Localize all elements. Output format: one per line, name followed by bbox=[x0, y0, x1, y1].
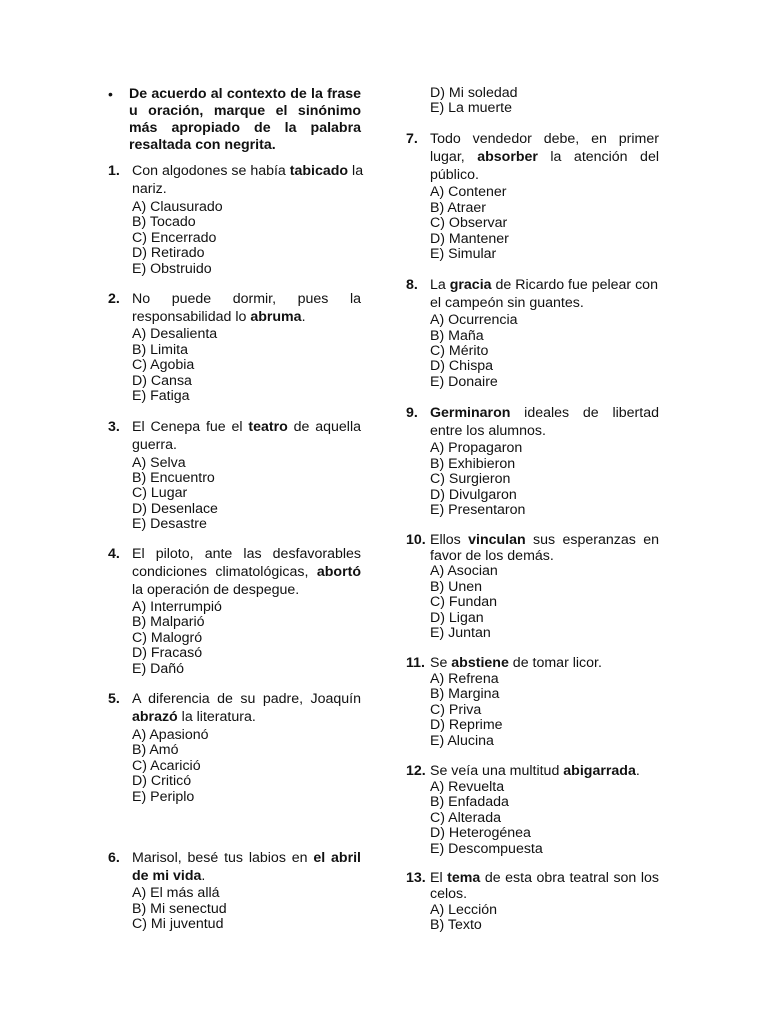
option: A) El más allá bbox=[132, 885, 220, 901]
option: C) Malogró bbox=[132, 630, 203, 646]
question-text: lugar, absorber la atención del bbox=[430, 149, 659, 165]
keyword: abigarrada bbox=[563, 763, 636, 779]
keyword: de mi vida bbox=[132, 868, 202, 884]
option: B) Encuentro bbox=[132, 470, 215, 486]
question-number: 8. bbox=[406, 277, 418, 293]
option: B) Malparió bbox=[132, 614, 205, 630]
question-text: abrazó la literatura. bbox=[132, 709, 256, 725]
option: C) Mi juventud bbox=[132, 916, 224, 932]
option: B) Enfadada bbox=[430, 794, 509, 810]
option: A) Refrena bbox=[430, 671, 499, 687]
option: C) Lugar bbox=[132, 485, 188, 501]
option: C) Acarició bbox=[132, 758, 201, 774]
keyword: vinculan bbox=[468, 532, 526, 548]
option: D) Fracasó bbox=[132, 645, 203, 661]
keyword: tema bbox=[447, 870, 481, 886]
question-text: El piloto, ante las desfavorables bbox=[132, 546, 361, 562]
question-text: nariz. bbox=[132, 181, 167, 197]
question-text: el campeón sin guantes. bbox=[430, 295, 584, 311]
question-number: 7. bbox=[406, 131, 418, 147]
option: B) Limita bbox=[132, 342, 188, 358]
keyword: el abril bbox=[313, 850, 361, 866]
question-text: El Cenepa fue el teatro de aquella bbox=[132, 419, 361, 435]
question-text: condiciones climatológicas, abortó bbox=[132, 564, 361, 580]
option: A) Revuelta bbox=[430, 779, 505, 795]
option: E) Juntan bbox=[430, 625, 491, 641]
option: C) Surgieron bbox=[430, 471, 511, 487]
question-text: La gracia de Ricardo fue pelear con bbox=[430, 277, 658, 293]
question-text: público. bbox=[430, 167, 479, 183]
question-text: de mi vida. bbox=[132, 868, 206, 884]
question-number: 11. bbox=[406, 655, 425, 671]
option: A) Ocurrencia bbox=[430, 312, 518, 328]
option: A) Clausurado bbox=[132, 199, 223, 215]
option: D) Divulgaron bbox=[430, 487, 517, 503]
option: E) Donaire bbox=[430, 374, 498, 390]
option: A) Contener bbox=[430, 184, 507, 200]
question-text: Ellos vinculan sus esperanzas en bbox=[430, 532, 659, 548]
question-text: Se abstiene de tomar licor. bbox=[430, 655, 602, 671]
option: C) Encerrado bbox=[132, 230, 217, 246]
option: B) Unen bbox=[430, 579, 483, 595]
option: A) Apasionó bbox=[132, 727, 209, 743]
option: A) Interrumpió bbox=[132, 599, 222, 615]
instructions-line: más apropiado de la palabra bbox=[129, 120, 361, 136]
question-number: 4. bbox=[108, 546, 120, 562]
option: E) Simular bbox=[430, 246, 497, 262]
keyword: Germinaron bbox=[430, 405, 511, 421]
option: C) Alterada bbox=[430, 810, 501, 826]
instructions-line: resaltada con negrita. bbox=[129, 137, 276, 153]
keyword: teatro bbox=[248, 419, 288, 435]
option: B) Texto bbox=[430, 917, 482, 933]
option: C) Observar bbox=[430, 215, 508, 231]
question-text: celos. bbox=[430, 886, 468, 902]
option: A) Lección bbox=[430, 902, 498, 918]
question-number: 9. bbox=[406, 405, 418, 421]
question-text: responsabilidad lo abruma. bbox=[132, 309, 306, 325]
question-text: No puede dormir, pues la bbox=[132, 291, 361, 307]
option: E) Obstruido bbox=[132, 261, 212, 277]
option: D) Heterogénea bbox=[430, 825, 531, 841]
option: B) Atraer bbox=[430, 200, 486, 216]
keyword: abrazó bbox=[132, 709, 178, 725]
option: D) Ligan bbox=[430, 610, 484, 626]
keyword: abstiene bbox=[451, 655, 509, 671]
option: E) Desastre bbox=[132, 516, 207, 532]
option: B) Mi senectud bbox=[132, 901, 227, 917]
option: D) Desenlace bbox=[132, 501, 218, 517]
option: D) Retirado bbox=[132, 245, 205, 261]
option: C) Mérito bbox=[430, 343, 489, 359]
bullet: • bbox=[108, 86, 113, 102]
option: D) Mi soledad bbox=[430, 85, 518, 101]
question-number: 12. bbox=[406, 763, 426, 779]
question-text: la operación de despegue. bbox=[132, 582, 300, 598]
question-text: Germinaron ideales de libertad bbox=[430, 405, 659, 421]
instructions-line: u oración, marque el sinónimo bbox=[129, 103, 361, 119]
question-number: 5. bbox=[108, 691, 120, 707]
question-text: favor de los demás. bbox=[430, 548, 554, 564]
option: C) Priva bbox=[430, 702, 482, 718]
option: E) La muerte bbox=[430, 100, 513, 116]
question-text: Con algodones se había tabicado la bbox=[132, 163, 364, 179]
question-text: guerra. bbox=[132, 437, 177, 453]
option: D) Mantener bbox=[430, 231, 509, 247]
option: B) Maña bbox=[430, 328, 484, 344]
question-text: Se veía una multitud abigarrada. bbox=[430, 763, 640, 779]
option: B) Amó bbox=[132, 742, 179, 758]
option: E) Presentaron bbox=[430, 502, 526, 518]
keyword: abortó bbox=[316, 564, 361, 580]
option: A) Desalienta bbox=[132, 326, 218, 342]
option: B) Margina bbox=[430, 686, 500, 702]
option: D) Cansa bbox=[132, 373, 192, 389]
option: A) Asocian bbox=[430, 563, 498, 579]
question-text: entre los alumnos. bbox=[430, 423, 546, 439]
option: C) Fundan bbox=[430, 594, 498, 610]
question-text: Todo vendedor debe, en primer bbox=[430, 131, 659, 147]
option: D) Criticó bbox=[132, 773, 192, 789]
question-number: 10. bbox=[406, 532, 426, 548]
question-number: 2. bbox=[108, 291, 120, 307]
keyword: gracia bbox=[449, 277, 492, 293]
option: E) Periplo bbox=[132, 789, 195, 805]
option: B) Exhibieron bbox=[430, 456, 516, 472]
option: C) Agobia bbox=[132, 357, 195, 373]
option: E) Fatiga bbox=[132, 388, 190, 404]
option: D) Chispa bbox=[430, 358, 494, 374]
keyword: tabicado bbox=[289, 163, 349, 179]
option: E) Dañó bbox=[132, 661, 185, 677]
question-number: 6. bbox=[108, 850, 120, 866]
option: A) Propagaron bbox=[430, 440, 523, 456]
option: A) Selva bbox=[132, 455, 186, 471]
question-text: El tema de esta obra teatral son los bbox=[430, 870, 659, 886]
question-number: 3. bbox=[108, 419, 120, 435]
keyword: absorber bbox=[477, 149, 538, 165]
question-number: 13. bbox=[406, 870, 426, 886]
question-text: A diferencia de su padre, Joaquín bbox=[132, 691, 361, 707]
option: E) Descompuesta bbox=[430, 841, 543, 857]
option: E) Alucina bbox=[430, 733, 494, 749]
option: B) Tocado bbox=[132, 214, 196, 230]
question-text: Marisol, besé tus labios en el abril bbox=[132, 850, 361, 866]
question-number: 1. bbox=[108, 163, 120, 179]
keyword: abruma bbox=[250, 309, 302, 325]
instructions-line: De acuerdo al contexto de la frase bbox=[129, 86, 361, 102]
option: D) Reprime bbox=[430, 717, 503, 733]
